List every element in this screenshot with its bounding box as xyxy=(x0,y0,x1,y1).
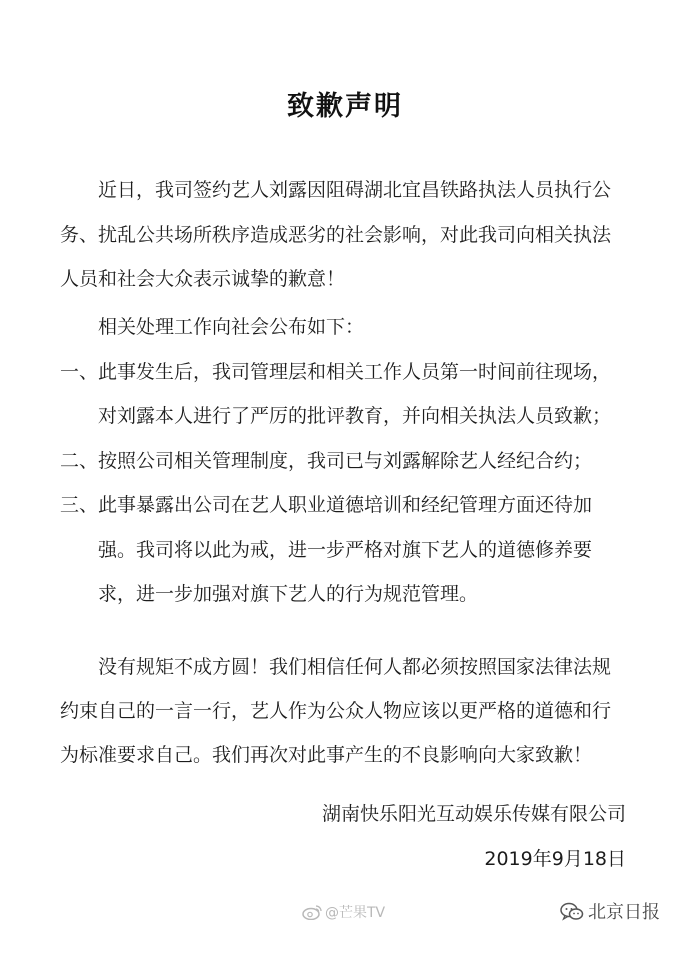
statement-date: 2019年9月18日 xyxy=(484,848,626,870)
paragraph-line: 人员和社会大众表示诚挚的歉意！ xyxy=(60,268,346,290)
list-item-line: 三、此事暴露出公司在艺人职业道德培训和经纪管理方面还待加 xyxy=(60,494,593,516)
paragraph-line: 为标准要求自己。我们再次对此事产生的不良影响向大家致歉！ xyxy=(60,744,593,766)
list-item-line: 一、此事发生后，我司管理层和相关工作人员第一时间前往现场， xyxy=(60,361,612,383)
company-signature: 湖南快乐阳光互动娱乐传媒有限公司 xyxy=(321,803,626,825)
paragraph-line: 相关处理工作向社会公布如下： xyxy=(60,316,365,338)
weibo-watermark xyxy=(302,902,385,924)
paragraph-line: 近日，我司签约艺人刘露因阻碍湖北宜昌铁路执法人员执行公 xyxy=(60,179,612,201)
weibo-handle: @芒果TV xyxy=(325,905,386,921)
list-item-line: 二、按照公司相关管理制度，我司已与刘露解除艺人经纪合约； xyxy=(60,450,593,472)
paragraph-line: 务、扰乱公共场所秩序造成恶劣的社会影响，对此我司向相关执法 xyxy=(60,224,612,246)
wechat-icon xyxy=(560,902,584,927)
list-item-line: 强。我司将以此为戒，进一步严格对旗下艺人的道德修养要 xyxy=(60,539,593,561)
weibo-icon xyxy=(302,904,322,924)
list-item-line: 对刘露本人进行了严厉的批评教育，并向相关执法人员致歉； xyxy=(60,405,612,427)
paragraph-line: 约束自己的一言一行，艺人作为公众人物应该以更严格的道德和行 xyxy=(60,700,612,722)
list-item-line: 求，进一步加强对旗下艺人的行为规范管理。 xyxy=(60,583,479,605)
wechat-account-name: 北京日报 xyxy=(588,902,660,923)
paragraph-line: 没有规矩不成方圆！我们相信任何人都必须按照国家法律法规 xyxy=(60,656,612,678)
wechat-source-logo xyxy=(560,898,660,927)
page-title: 致歉声明 xyxy=(287,91,403,122)
